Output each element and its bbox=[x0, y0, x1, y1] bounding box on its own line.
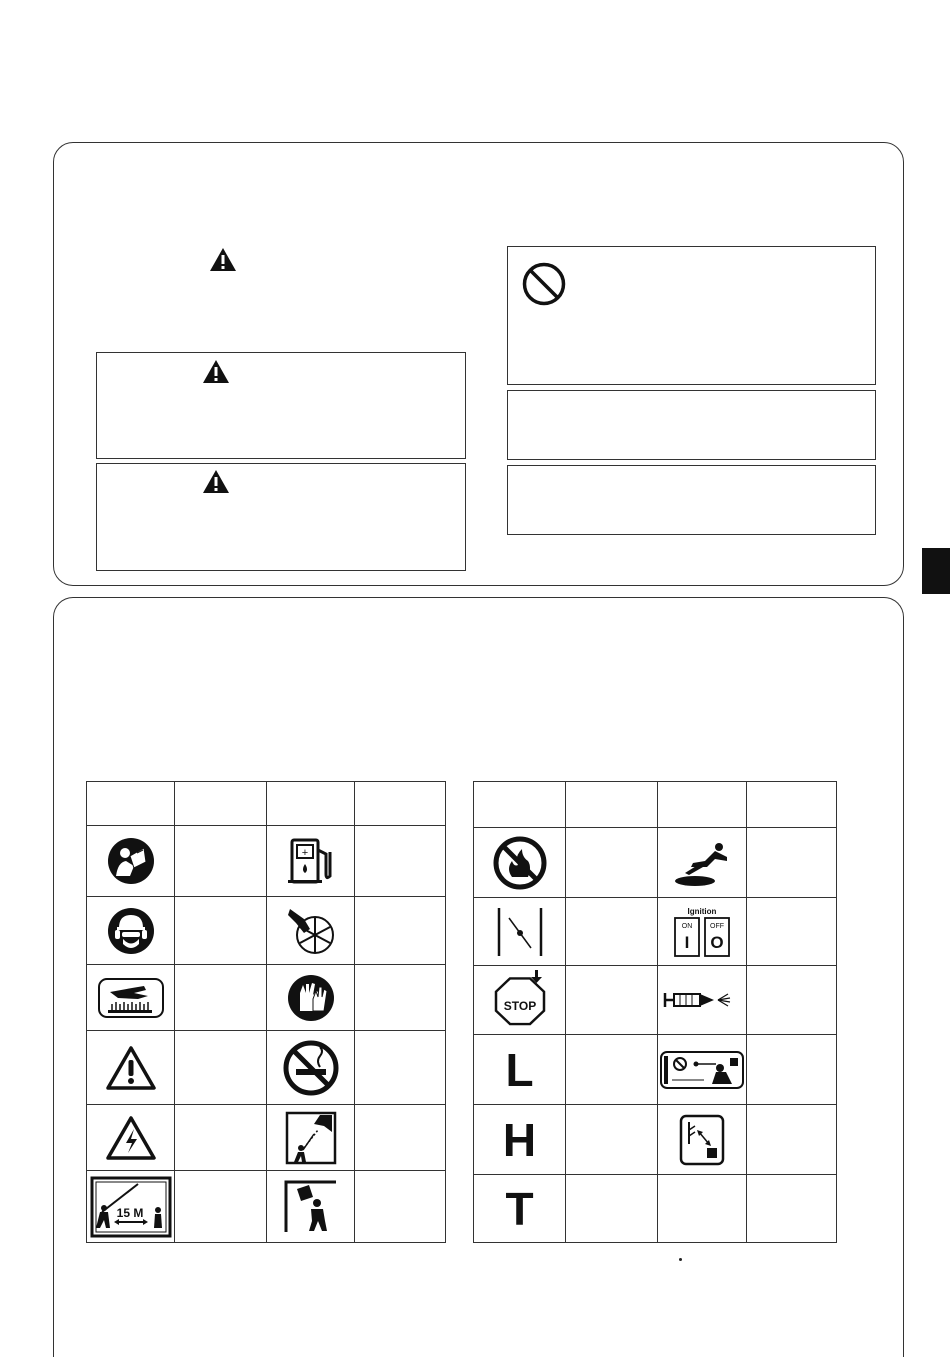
warning-triangle-icon bbox=[202, 359, 230, 384]
table-row bbox=[474, 828, 837, 898]
keep-distance-15m-icon bbox=[90, 1176, 172, 1238]
stop-sign-icon bbox=[492, 970, 548, 1030]
overhead-clearance-icon bbox=[679, 1114, 725, 1166]
letter-l-icon: L bbox=[505, 1043, 534, 1096]
thrown-objects-icon bbox=[283, 1179, 339, 1235]
table-row bbox=[474, 966, 837, 1035]
head-eye-ear-protection-icon bbox=[106, 906, 156, 956]
table-row bbox=[474, 1035, 837, 1105]
falling-objects-icon bbox=[284, 1110, 338, 1166]
table-header-row bbox=[87, 782, 446, 826]
injection-hazard-icon bbox=[662, 988, 742, 1012]
table-row bbox=[87, 1031, 446, 1105]
hot-surface-icon bbox=[98, 978, 164, 1018]
section-tab bbox=[922, 548, 950, 594]
table-header-row bbox=[474, 782, 837, 828]
ignition-title: Ignition bbox=[687, 906, 717, 916]
warning-box bbox=[96, 463, 466, 571]
refuel-icon bbox=[284, 836, 338, 886]
svg-text:+: + bbox=[301, 847, 308, 859]
page-dot bbox=[679, 1258, 682, 1261]
table-row bbox=[474, 898, 837, 966]
letter-t-icon: T bbox=[505, 1182, 534, 1235]
letter-h-icon: H bbox=[502, 1113, 537, 1166]
table-row bbox=[87, 1171, 446, 1243]
ignition-off-mark: O bbox=[710, 932, 724, 952]
table-row bbox=[87, 826, 446, 897]
symbol-table-left bbox=[86, 781, 446, 1243]
distance-label: 15 M bbox=[116, 1205, 143, 1220]
table-row bbox=[87, 1105, 446, 1171]
table-row bbox=[474, 1175, 837, 1243]
note-box bbox=[507, 465, 876, 535]
symbol-table-right bbox=[473, 781, 837, 1243]
read-manual-icon bbox=[106, 836, 156, 886]
no-smoking-icon bbox=[282, 1039, 340, 1097]
warning-triangle-icon bbox=[202, 469, 230, 494]
warning-triangle-icon bbox=[209, 247, 237, 272]
wear-gloves-icon bbox=[286, 973, 336, 1023]
table-row bbox=[87, 897, 446, 965]
ignition-off-label: OFF bbox=[710, 922, 724, 930]
slip-hazard-icon bbox=[671, 837, 733, 889]
no-fire-icon bbox=[492, 835, 548, 891]
table-row bbox=[474, 1105, 837, 1175]
warning-triangle-icon bbox=[105, 1045, 157, 1091]
ignition-on-label: ON bbox=[681, 922, 693, 930]
notice-box bbox=[507, 390, 876, 460]
electric-shock-icon bbox=[105, 1115, 157, 1161]
nozzle-spray-icon bbox=[660, 1050, 744, 1090]
prohibition-icon bbox=[521, 261, 567, 307]
ignition-on-mark: I bbox=[684, 932, 690, 952]
stop-sign-label: STOP bbox=[503, 999, 536, 1013]
rotating-fan-hand-icon bbox=[284, 905, 338, 957]
danger-box bbox=[96, 352, 466, 459]
table-row bbox=[87, 965, 446, 1031]
throttle-lever-icon bbox=[493, 904, 547, 960]
ignition-switch-icon bbox=[669, 904, 735, 960]
